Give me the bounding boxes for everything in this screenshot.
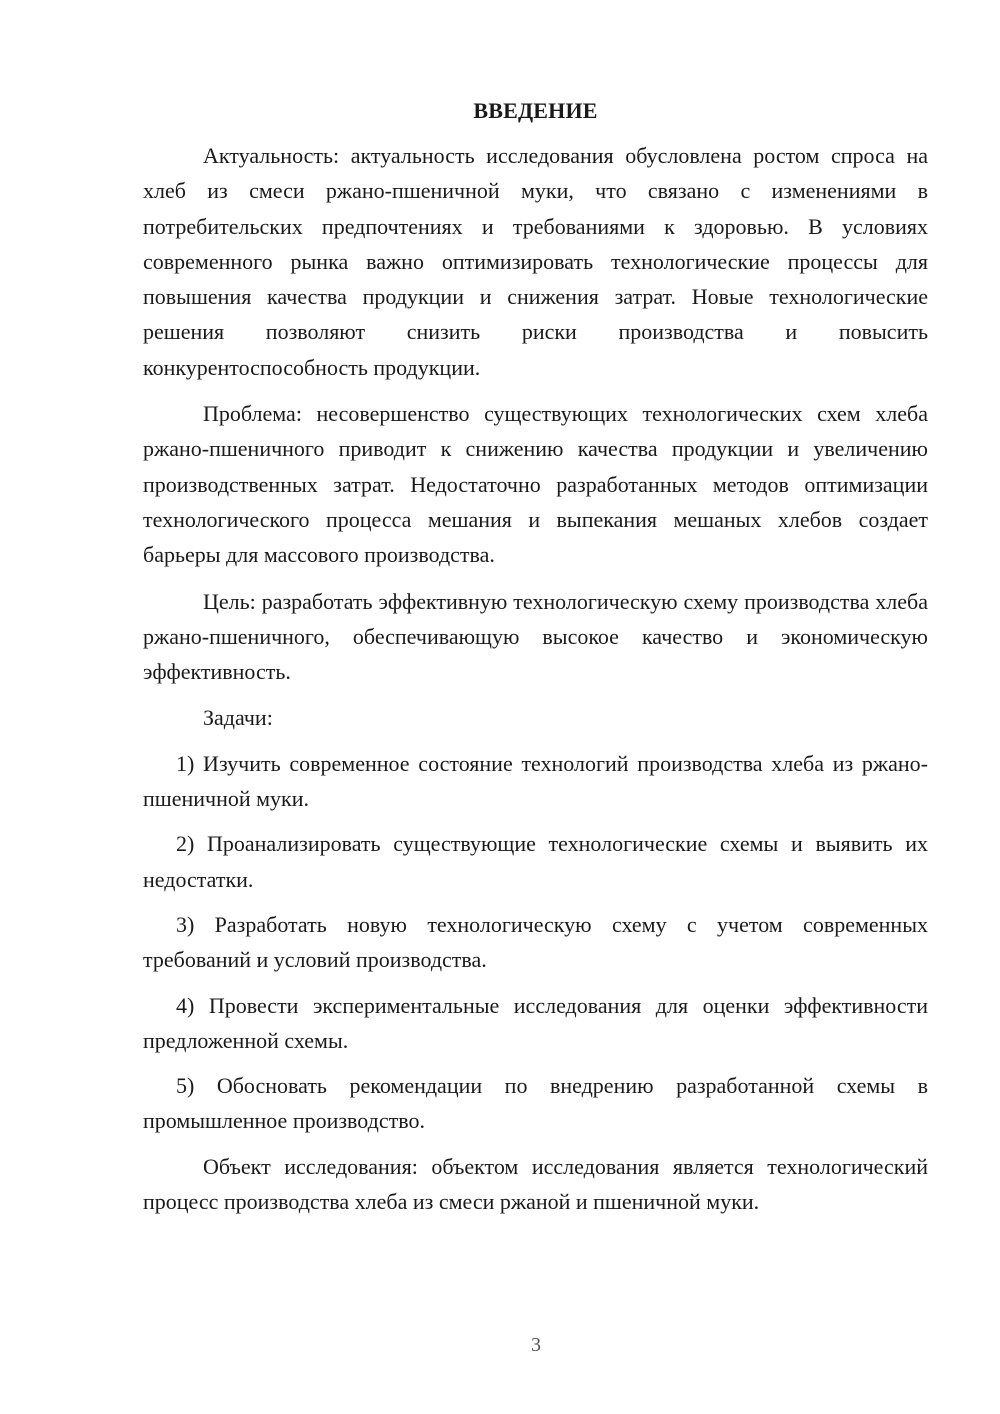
page-title: ВВЕДЕНИЕ (473, 98, 598, 123)
paragraph-goal: Цель: разработать эффективную технологическую схему производства хлеба ржано-пшеничного, обеспечивающую высокое качество и экономическую эффективность. (143, 588, 928, 685)
task-item-5: 5) Обосновать рекомендации по внедрению разработанной схемы в промышленное производство. (143, 1073, 928, 1134)
task-item-4: 4) Провести экспериментальные исследования для оценки эффективности предложенной схемы. (143, 992, 928, 1053)
paragraph-problem: Проблема: несовершенство существующих технологических схем хлеба ржано-пшеничного приводит к снижению качества продукции и увеличению производственных затрат. Недостаточно разработанных методов оптимизации технологического процесса мешания и выпекания мешаных хлебов создает барьеры для массового производства. (143, 401, 928, 568)
document-page (143, 94, 928, 1230)
task-item-2: 2) Проанализировать существующие технологические схемы и выявить их недостатки. (143, 831, 928, 892)
page-number: 3 (531, 1334, 541, 1356)
paragraph-relevance: Актуальность: актуальность исследования обусловлена ростом спроса на хлеб из смеси ржано-пшеничной муки, что связано с изменениями в потребительских предпочтениях и требованиями к здоровью. В условиях современного рынка важно оптимизировать технологические процессы для повышения качества продукции и снижения затрат. Новые технологические решения позволяют снизить риски производства и повысить конкурентоспособность продукции. (143, 143, 928, 380)
task-item-3: 3) Разработать новую технологическую схему с учетом современных требований и условий производства. (143, 911, 928, 973)
task-item-1: 1) Изучить современное состояние технологий производства хлеба из ржано-пшеничной муки. (143, 750, 928, 812)
paragraph-object: Объект исследования: объектом исследования является технологический процесс производства хлеба из смеси ржаной и пшеничной муки. (143, 1153, 928, 1215)
tasks-label: Задачи: (203, 705, 273, 731)
